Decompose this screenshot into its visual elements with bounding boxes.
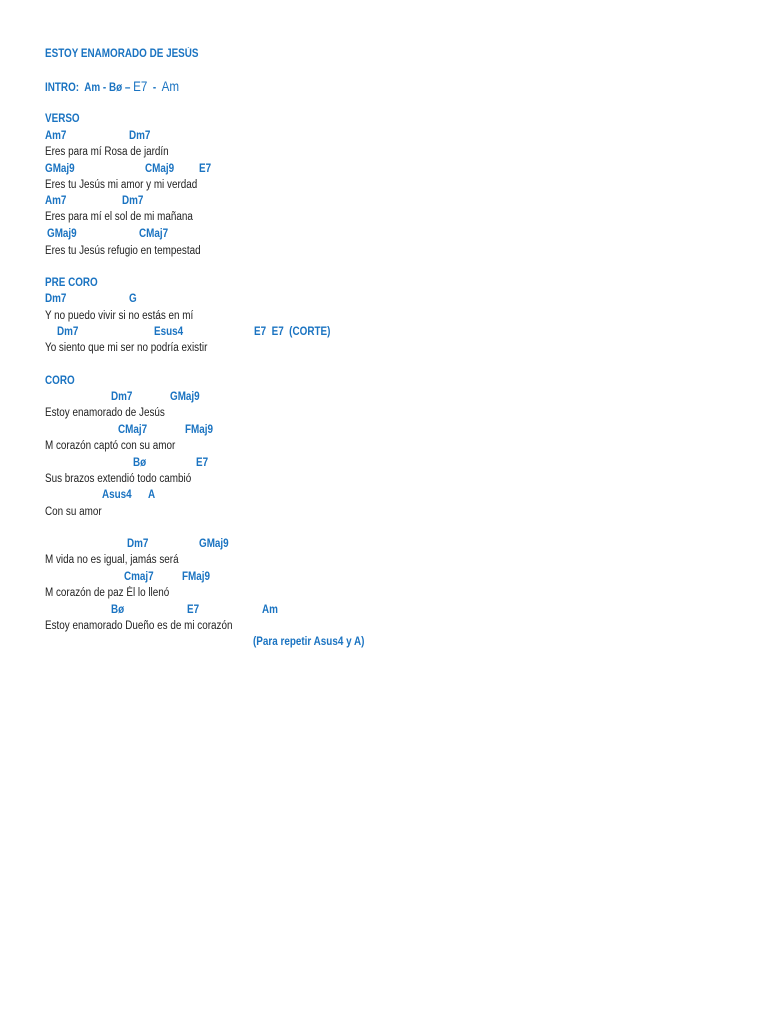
lyric-line: Estoy enamorado Dueño es de mi corazón xyxy=(45,620,233,632)
chord: GMaj9 xyxy=(47,228,77,240)
chord: CMaj7 xyxy=(118,424,148,436)
intro-separator: - xyxy=(152,82,157,94)
chord: Dm7 xyxy=(129,130,151,142)
chord: FMaj9 xyxy=(182,571,211,583)
chord: Esus4 xyxy=(154,326,184,338)
lyric-line: M corazón de paz Él lo llenó xyxy=(45,587,170,599)
chord: Dm7 xyxy=(45,293,67,305)
lyric-line: Y no puedo vivir si no estás en mí xyxy=(45,310,194,322)
section-heading-verso: VERSO xyxy=(45,113,80,125)
chord: CMaj7 xyxy=(139,228,169,240)
chord: Am xyxy=(262,604,278,616)
chord: Dm7 xyxy=(122,195,144,207)
intro-chord-4: Am xyxy=(161,79,180,94)
lyric-line: Estoy enamorado de Jesús xyxy=(45,407,165,419)
chord: Dm7 xyxy=(127,538,149,550)
chord: FMaj9 xyxy=(185,424,214,436)
chord: Cmaj7 xyxy=(124,571,154,583)
song-title: ESTOY ENAMORADO DE JESÚS xyxy=(45,48,199,60)
intro-chord-1: Am xyxy=(84,82,101,94)
lyric-line: M vida no es igual, jamás será xyxy=(45,554,179,566)
chord: CMaj9 xyxy=(145,163,175,175)
chord: E7 xyxy=(199,163,212,175)
chord: Bø xyxy=(111,604,125,616)
section-heading-coro: CORO xyxy=(45,375,75,387)
chord: Asus4 xyxy=(102,489,132,501)
chord: E7 E7 (CORTE) xyxy=(254,326,331,338)
chord: GMaj9 xyxy=(45,163,75,175)
chord: G xyxy=(129,293,137,305)
chord: Am7 xyxy=(45,195,67,207)
chord: Am7 xyxy=(45,130,67,142)
chord: Bø xyxy=(133,457,147,469)
intro-line xyxy=(45,80,179,95)
lyric-line: Sus brazos extendió todo cambió xyxy=(45,473,192,485)
intro-chord-3: E7 xyxy=(133,79,148,94)
section-heading-pre-coro: PRE CORO xyxy=(45,277,98,289)
chord: GMaj9 xyxy=(199,538,229,550)
chord: Dm7 xyxy=(111,391,133,403)
lyric-line: Eres tu Jesús refugio en tempestad xyxy=(45,245,201,257)
chord: A xyxy=(148,489,156,501)
repeat-note: (Para repetir Asus4 y A) xyxy=(253,636,365,648)
lyric-line: Eres para mí el sol de mi mañana xyxy=(45,211,193,223)
lyric-line: Eres para mí Rosa de jardín xyxy=(45,146,169,158)
lyric-line: M corazón captó con su amor xyxy=(45,440,176,452)
lyric-line: Con su amor xyxy=(45,506,102,518)
chord: E7 xyxy=(196,457,209,469)
lyric-line: Yo siento que mi ser no podría existir xyxy=(45,342,208,354)
intro-separator: – xyxy=(124,82,131,94)
chord: Dm7 xyxy=(57,326,79,338)
intro-separator: - xyxy=(102,82,107,94)
chord: GMaj9 xyxy=(170,391,200,403)
chord: E7 xyxy=(187,604,200,616)
intro-label: INTRO: xyxy=(45,82,80,94)
lyric-line: Eres tu Jesús mi amor y mi verdad xyxy=(45,179,198,191)
intro-chord-2: Bø xyxy=(108,82,123,94)
